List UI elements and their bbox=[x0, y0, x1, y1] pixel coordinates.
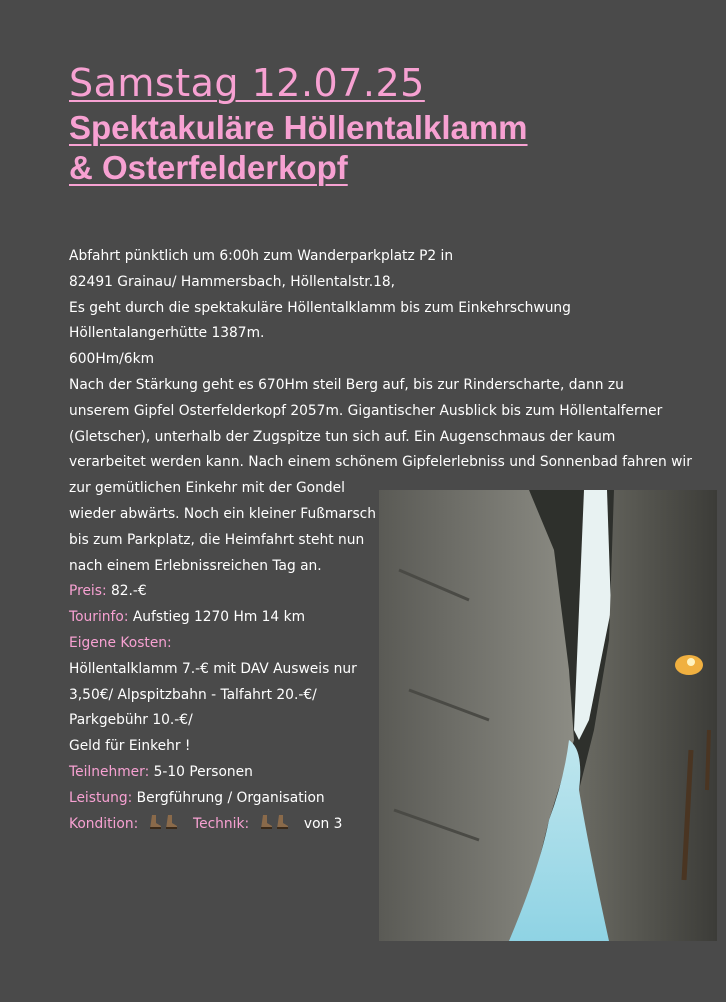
technique-label: Technik: bbox=[193, 815, 250, 832]
tourinfo-value: Aufstieg 1270 Hm 14 km bbox=[128, 609, 306, 626]
description-line: bis zum Parkplatz, die Heimfahrt steht nun bbox=[69, 531, 365, 548]
event-title-line-1: Spektakuläre Höllentalklamm bbox=[69, 109, 528, 146]
description-line: unserem Gipfel Osterfelderkopf 2057m. Gigantischer Ausblick bis zum Höllentalferner bbox=[69, 402, 663, 419]
service-value: Bergführung / Organisation bbox=[132, 789, 325, 806]
description-line: Abfahrt pünktlich um 6:00h zum Wanderparkplatz P2 in bbox=[69, 248, 454, 264]
participants-value: 5-10 Personen bbox=[149, 763, 253, 780]
costs-line: 3,50€/ Alpspitzbahn - Talfahrt 20.-€/ bbox=[69, 686, 317, 703]
rating-scale: von 3 bbox=[303, 815, 343, 832]
condition-label: Kondition: bbox=[69, 815, 139, 832]
description-line: 600Hm/6km bbox=[69, 351, 155, 368]
gorge-waterfall-image bbox=[379, 490, 717, 941]
costs-line: Geld für Einkehr ! bbox=[69, 738, 191, 755]
service-label: Leistung: bbox=[69, 789, 133, 806]
price-label: Preis: bbox=[69, 583, 107, 600]
description-line: wieder abwärts. Noch ein kleiner Fußmarsch bbox=[69, 505, 376, 522]
hiking-boot-icon bbox=[260, 814, 294, 830]
description-line: nach einem Erlebnissreichen Tag an. bbox=[69, 557, 322, 574]
tourinfo-label: Tourinfo: bbox=[69, 609, 129, 626]
event-title-line-2: & Osterfelderkopf bbox=[69, 149, 348, 186]
participants-label: Teilnehmer: bbox=[69, 763, 150, 780]
hiking-boot-icon bbox=[149, 814, 183, 830]
gorge-photo bbox=[379, 490, 717, 941]
costs-line: Parkgebühr 10.-€/ bbox=[69, 712, 193, 729]
description-line: (Gletscher), unterhalb der Zugspitze tun sich auf. Ein Augenschmaus der kaum bbox=[69, 428, 616, 445]
description-line: verarbeitet werden kann. Nach einem schönem Gipfelerlebniss und Sonnenbad fahren wir bbox=[69, 454, 692, 471]
description-line: 82491 Grainau/ Hammersbach, Höllentalstr.18, bbox=[69, 273, 396, 290]
headline bbox=[69, 58, 689, 188]
costs-label: Eigene Kosten: bbox=[69, 634, 172, 651]
event-date: Samstag 12.07.25 bbox=[69, 61, 425, 105]
description-line: zur gemütlichen Einkehr mit der Gondel bbox=[69, 480, 345, 497]
description-line: Es geht durch die spektakuläre Höllentalklamm bis zum Einkehrschwung bbox=[69, 299, 571, 316]
description-line: Nach der Stärkung geht es 670Hm steil Berg auf, bis zur Rinderscharte, dann zu bbox=[69, 376, 624, 393]
description-line: Höllentalangerhütte 1387m. bbox=[69, 325, 265, 342]
costs-line: Höllentalklamm 7.-€ mit DAV Ausweis nur bbox=[69, 660, 357, 677]
price-value: 82.-€ bbox=[106, 583, 147, 600]
